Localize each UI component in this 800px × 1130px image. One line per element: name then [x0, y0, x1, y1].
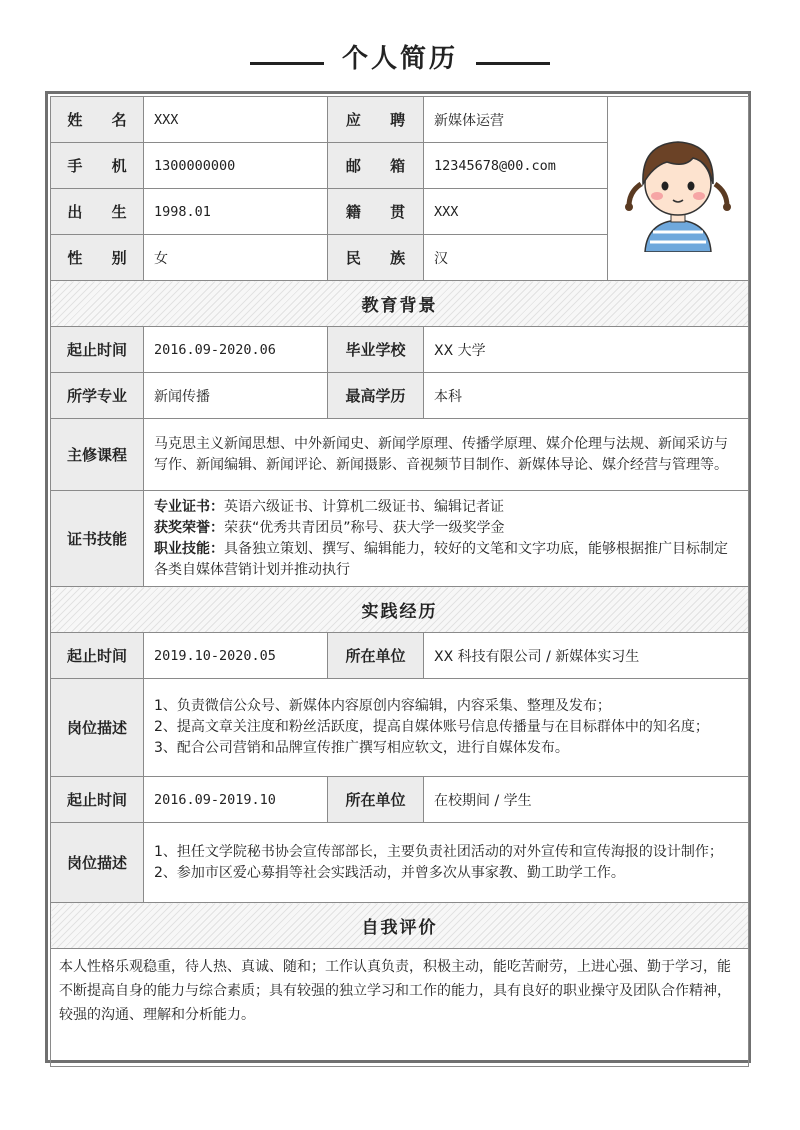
- phone-label: 手 机: [51, 143, 144, 189]
- desc-line: 2、提高文章关注度和粉丝活跃度，提高自媒体账号信息传播量与在目标群体中的知名度；: [154, 719, 709, 735]
- major-value: 新闻传播: [144, 373, 328, 419]
- apply-label: 应 聘: [328, 97, 424, 143]
- job-skill-text: 具备独立策划、撰写、编辑能力，较好的文笔和文字功底，能够根据推广目标制定各类自媒体营销计划并推动执行: [154, 540, 728, 578]
- practice-desc-label: 岗位描述: [51, 823, 144, 903]
- practice-unit-label: 所在单位: [328, 777, 424, 823]
- self-eval-heading: 自我评价: [51, 903, 749, 949]
- birth-label: 出 生: [51, 189, 144, 235]
- desc-line: 1、负责微信公众号、新媒体内容原创内容编辑，内容采集、整理及发布；: [154, 698, 611, 714]
- practice-unit-label: 所在单位: [328, 633, 424, 679]
- edu-period-value: 2016.09-2020.06: [144, 327, 328, 373]
- school-label: 毕业学校: [328, 327, 424, 373]
- award-line: [154, 518, 738, 539]
- cert-key: 专业证书：: [154, 498, 224, 515]
- desc-line: 3、配合公司营销和品牌宣传推广撰写相应软文，进行自媒体发布。: [154, 740, 569, 756]
- resume-table: [50, 96, 749, 1067]
- edu-period-label: 起止时间: [51, 327, 144, 373]
- origin-value: XXX: [424, 189, 608, 235]
- practice-desc-label: 岗位描述: [51, 679, 144, 777]
- courses-label: 主修课程: [51, 419, 144, 491]
- practice-unit-value: 在校期间 / 学生: [424, 777, 749, 823]
- practice-period-value: 2019.10-2020.05: [144, 633, 328, 679]
- self-eval-text: 本人性格乐观稳重，待人热、真诚、随和；工作认真负责，积极主动，能吃苦耐劳，上进心强、勤于学习，能不断提高自身的能力与综合素质；具有较强的独立学习和工作的能力，具有良好的职业操守及团队合作精神，较强的沟通、理解和分析能力。: [51, 949, 749, 1067]
- practice-period-value: 2016.09-2019.10: [144, 777, 328, 823]
- cert-line: [154, 497, 738, 518]
- practice-heading: 实践经历: [51, 587, 749, 633]
- title-left-rule: [250, 62, 324, 65]
- skills-value: [144, 491, 749, 587]
- practice-desc-value: [144, 823, 749, 903]
- name-value: XXX: [144, 97, 328, 143]
- email-value: 12345678@00.com: [424, 143, 608, 189]
- education-heading: 教育背景: [51, 281, 749, 327]
- ethnic-label: 民 族: [328, 235, 424, 281]
- page-title: 个人简历: [341, 43, 458, 74]
- name-label: 姓 名: [51, 97, 144, 143]
- email-label: 邮 箱: [328, 143, 424, 189]
- practice-desc-value: [144, 679, 749, 777]
- major-label: 所学专业: [51, 373, 144, 419]
- job-skill-key: 职业技能：: [154, 540, 224, 557]
- resume-sheet: [45, 91, 751, 1063]
- title-right-rule: [476, 62, 550, 65]
- job-skill-line: [154, 539, 738, 581]
- origin-label: 籍 贯: [328, 189, 424, 235]
- desc-line: 1、担任文学院秘书协会宣传部部长，主要负责社团活动的对外宣传和宣传海报的设计制作；: [154, 843, 723, 860]
- apply-value: 新媒体运营: [424, 97, 608, 143]
- degree-value: 本科: [424, 373, 749, 419]
- degree-label: 最高学历: [328, 373, 424, 419]
- photo-cell: [608, 97, 749, 281]
- courses-value: 马克思主义新闻思想、中外新闻史、新闻学原理、传播学原理、媒介伦理与法规、新闻采访与写作、新闻编辑、新闻评论、新闻摄影、音视频节目制作、新媒体导论、媒介经营与管理等。: [144, 419, 749, 491]
- desc-line: 2、参加市区爱心募捐等社会实践活动，并曾多次从事家教、勤工助学工作。: [154, 864, 625, 881]
- cert-text: 英语六级证书、计算机二级证书、编辑记者证: [224, 498, 504, 515]
- school-value: XX 大学: [424, 327, 749, 373]
- gender-label: 性 别: [51, 235, 144, 281]
- skills-label: 证书技能: [51, 491, 144, 587]
- practice-period-label: 起止时间: [51, 777, 144, 823]
- award-text: 荣获“优秀共青团员”称号、获大学一级奖学金: [224, 519, 505, 536]
- birth-value: 1998.01: [144, 189, 328, 235]
- gender-value: 女: [144, 235, 328, 281]
- award-key: 获奖荣誉：: [154, 519, 224, 536]
- resume-title-bar: [0, 34, 800, 78]
- ethnic-value: 汉: [424, 235, 608, 281]
- practice-period-label: 起止时间: [51, 633, 144, 679]
- practice-unit-value: XX 科技有限公司 / 新媒体实习生: [424, 633, 749, 679]
- phone-value: 1300000000: [144, 143, 328, 189]
- cartoon-girl-avatar-icon: [623, 122, 733, 252]
